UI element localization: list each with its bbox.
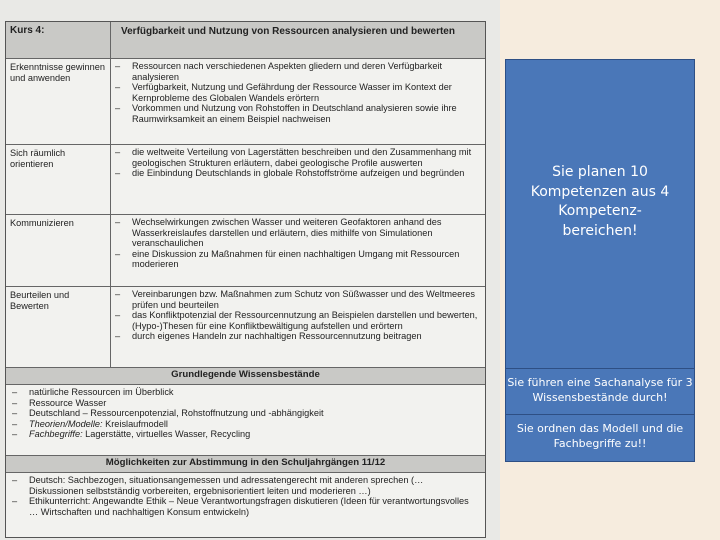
coordination-items <box>12 475 479 517</box>
list-item: – Ressource Wasser <box>12 397 107 408</box>
course-label: Kurs 4: <box>10 25 45 36</box>
list-item: – Ethikunterricht: Angewandte Ethik – Neue Verantwortungsfragen diskutieren (Ideen für verantwortungsvolles … Wirtschaften und nachhaltigen Konsum entwickeln) <box>12 496 469 517</box>
competency-row-erkenntnisse <box>6 59 485 145</box>
list-item: – Wechselwirkungen zwischen Wasser und weiteren Geofaktoren anhand des Wasserkreislaufes darstellen und erläutern, dies mithilfe von Simulationen veranschaulichen <box>115 217 442 249</box>
knowledge-row <box>6 385 485 456</box>
competency-label: Sich räumlich orientieren <box>10 148 66 169</box>
curriculum-table <box>5 21 486 538</box>
list-item: – Deutschland – Ressourcenpotenzial, Rohstoffnutzung und -abhängigkeit <box>12 408 324 419</box>
list-item: – Ressourcen nach verschiedenen Aspekten gliedern und deren Verfügbarkeit analysieren <box>115 61 443 82</box>
table-header-row <box>6 22 485 59</box>
competency-items <box>115 289 479 342</box>
analysis-text: Sie führen eine Sachanalyse für 3 Wissensbestände durch! <box>507 376 693 404</box>
coordination-header-row <box>6 456 485 473</box>
list-item: – die Einbindung Deutschlands in globale Rohstoffströme aufzeigen und begründen <box>115 168 465 179</box>
knowledge-title: Grundlegende Wissensbestände <box>171 369 320 380</box>
list-item: – eine Diskussion zu Maßnahmen für einen nachhaltigen Umgang mit Ressourcen moderieren <box>115 248 460 270</box>
knowledge-items <box>12 387 479 440</box>
model-text: Sie ordnen das Modell und die Fachbegriffe zu!! <box>516 422 684 450</box>
list-item: – Theorien/Modelle: Kreislaufmodell <box>12 418 168 429</box>
competency-count-panel <box>505 59 695 370</box>
competency-label: Erkenntnisse gewinnen und anwenden <box>10 62 105 83</box>
list-item: – Deutsch: Sachbezogen, situationsangemessen und adressatengerecht mit anderen sprechen (… Diskussionen selbstständig vorbereiten, ergebnisorientiert leiten und moderieren …) <box>12 475 424 496</box>
list-item: – Vereinbarungen bzw. Maßnahmen zum Schutz von Süßwasser und des Weltmeeres prüfen und beurteilen <box>115 289 476 310</box>
list-item: – natürliche Ressourcen im Überblick <box>12 387 174 397</box>
list-item: – das Konfliktpotenzial der Ressourcennutzung an Beispielen darstellen und bewerten, (Hypo-)Thesen für eine Konfliktbewältigung aufstellen und erörtern <box>115 310 478 331</box>
course-title: Verfügbarkeit und Nutzung von Ressourcen analysieren und bewerten <box>121 26 455 37</box>
competency-count-text: Sie planen 10 Kompetenzen aus 4 Kompetenz-bereichen! <box>530 164 670 239</box>
competency-label: Kommunizieren <box>10 218 74 228</box>
competency-items <box>115 147 479 179</box>
competency-items <box>115 217 479 270</box>
coordination-row <box>6 473 485 537</box>
coordination-title: Möglichkeiten zur Abstimmung in den Schuljahrgängen 11/12 <box>105 457 386 468</box>
competency-items <box>115 61 479 125</box>
analysis-panel <box>505 368 695 415</box>
knowledge-header-row <box>6 368 485 385</box>
competency-label: Beurteilen und Bewerten <box>10 290 70 311</box>
list-item: – die weltweite Verteilung von Lagerstätten beschreiben und den Zusammenhang mit geologischen Strukturen erläutern, dabei geologische Profile auswerten <box>115 147 472 168</box>
list-item: – Vorkommen und Nutzung von Rohstoffen in Deutschland analysieren sowie ihre Raumwirksamkeit an einem Beispiel nachweisen <box>115 103 457 124</box>
competency-row-kommunizieren <box>6 215 485 287</box>
list-item: – Verfügbarkeit, Nutzung und Gefährdung der Ressource Wasser im Kontext der Kernprobleme des Globalen Wandels erörtern <box>115 82 452 103</box>
competency-row-bewerten <box>6 287 485 368</box>
model-panel <box>505 414 695 462</box>
list-item: – durch eigenes Handeln zur nachhaltigen Ressourcennutzung beitragen <box>115 331 422 342</box>
competency-row-orientieren <box>6 145 485 215</box>
list-item: – Fachbegriffe: Lagerstätte, virtuelles Wasser, Recycling <box>12 429 251 440</box>
